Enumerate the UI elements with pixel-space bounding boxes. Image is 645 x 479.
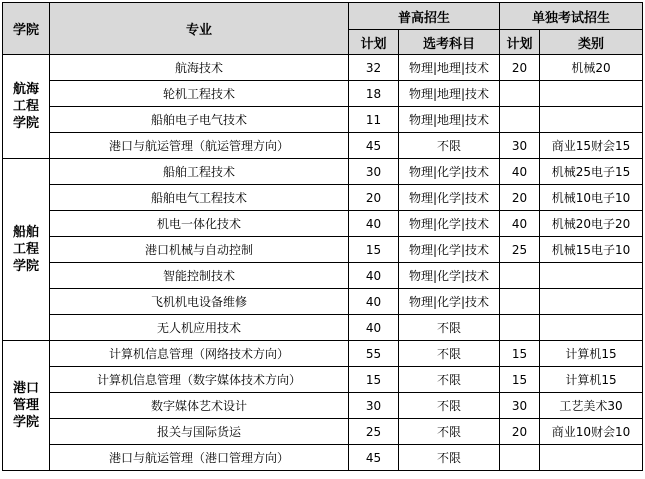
subjects-cell: 物理|化学|技术 <box>399 237 500 263</box>
general-plan-cell: 30 <box>349 159 399 185</box>
college-column-header: 学院 <box>3 3 50 55</box>
category-cell: 商业15财会15 <box>540 133 643 159</box>
general-plan-cell: 40 <box>349 289 399 315</box>
separate-plan-cell: 20 <box>500 185 540 211</box>
separate-plan-cell <box>500 315 540 341</box>
subjects-cell: 不限 <box>399 445 500 471</box>
category-cell <box>540 81 643 107</box>
category-column-header: 类别 <box>540 30 643 55</box>
separate-plan-cell: 15 <box>500 341 540 367</box>
table-row <box>3 315 643 341</box>
general-plan-cell: 45 <box>349 445 399 471</box>
category-cell <box>540 445 643 471</box>
major-cell: 数字媒体艺术设计 <box>50 393 349 419</box>
separate-exam-group-header: 单独考试招生 <box>500 3 643 30</box>
college-name-line: 学院 <box>12 116 39 131</box>
subjects-cell: 物理|化学|技术 <box>399 185 500 211</box>
separate-plan-cell: 20 <box>500 55 540 81</box>
category-cell <box>540 107 643 133</box>
category-cell: 计算机15 <box>540 367 643 393</box>
college-name-line: 管理 <box>12 398 39 413</box>
subjects-column-header: 选考科目 <box>399 30 500 55</box>
separate-plan-cell <box>500 445 540 471</box>
table-row <box>3 133 643 159</box>
college-name-line: 船舶 <box>12 225 39 240</box>
enrollment-plan-table <box>2 2 643 471</box>
general-plan-cell: 40 <box>349 263 399 289</box>
category-cell: 工艺美术30 <box>540 393 643 419</box>
college-name-line: 港口 <box>12 381 39 396</box>
subjects-cell: 物理|化学|技术 <box>399 263 500 289</box>
major-cell: 船舶电气工程技术 <box>50 185 349 211</box>
general-plan-cell: 45 <box>349 133 399 159</box>
subjects-cell: 不限 <box>399 341 500 367</box>
separate-plan-cell: 30 <box>500 393 540 419</box>
separate-plan-cell <box>500 289 540 315</box>
major-cell: 航海技术 <box>50 55 349 81</box>
category-cell <box>540 289 643 315</box>
major-cell: 智能控制技术 <box>50 263 349 289</box>
separate-plan-column-header: 计划 <box>500 30 540 55</box>
subjects-cell: 物理|地理|技术 <box>399 81 500 107</box>
separate-plan-cell: 40 <box>500 159 540 185</box>
separate-plan-cell <box>500 81 540 107</box>
general-plan-cell: 40 <box>349 211 399 237</box>
table-row <box>3 55 643 81</box>
header-row-1 <box>3 3 643 30</box>
table-row <box>3 211 643 237</box>
table-row <box>3 393 643 419</box>
subjects-cell: 不限 <box>399 419 500 445</box>
major-cell: 计算机信息管理（数字媒体技术方向） <box>50 367 349 393</box>
category-cell: 机械20 <box>540 55 643 81</box>
subjects-cell: 不限 <box>399 393 500 419</box>
subjects-cell: 物理|化学|技术 <box>399 159 500 185</box>
table-body <box>3 55 643 471</box>
college-name-cell <box>3 159 50 341</box>
separate-plan-cell: 25 <box>500 237 540 263</box>
separate-plan-cell: 30 <box>500 133 540 159</box>
separate-plan-cell <box>500 107 540 133</box>
general-admission-group-header: 普高招生 <box>349 3 500 30</box>
general-plan-cell: 25 <box>349 419 399 445</box>
table-row <box>3 419 643 445</box>
category-cell: 机械20电子20 <box>540 211 643 237</box>
major-cell: 港口与航运管理（港口管理方向） <box>50 445 349 471</box>
table-row <box>3 159 643 185</box>
table-row <box>3 445 643 471</box>
major-cell: 无人机应用技术 <box>50 315 349 341</box>
category-cell: 机械15电子10 <box>540 237 643 263</box>
major-cell: 计算机信息管理（网络技术方向） <box>50 341 349 367</box>
general-plan-cell: 11 <box>349 107 399 133</box>
category-cell: 机械25电子15 <box>540 159 643 185</box>
table-row <box>3 341 643 367</box>
college-name-line: 工程 <box>12 242 39 257</box>
subjects-cell: 不限 <box>399 315 500 341</box>
subjects-cell: 物理|化学|技术 <box>399 211 500 237</box>
college-name-cell <box>3 55 50 159</box>
general-plan-cell: 32 <box>349 55 399 81</box>
separate-plan-cell: 20 <box>500 419 540 445</box>
subjects-cell: 不限 <box>399 133 500 159</box>
general-plan-cell: 15 <box>349 237 399 263</box>
category-cell <box>540 263 643 289</box>
subjects-cell: 物理|化学|技术 <box>399 289 500 315</box>
major-cell: 轮机工程技术 <box>50 81 349 107</box>
major-cell: 船舶电子电气技术 <box>50 107 349 133</box>
college-name-line: 工程 <box>12 99 39 114</box>
general-plan-cell: 15 <box>349 367 399 393</box>
college-name-line: 航海 <box>12 82 39 97</box>
college-name-line: 学院 <box>12 259 39 274</box>
table-row <box>3 237 643 263</box>
major-cell: 飞机机电设备维修 <box>50 289 349 315</box>
general-plan-cell: 30 <box>349 393 399 419</box>
table-row <box>3 185 643 211</box>
table-row <box>3 367 643 393</box>
major-cell: 船舶工程技术 <box>50 159 349 185</box>
subjects-cell: 不限 <box>399 367 500 393</box>
subjects-cell: 物理|地理|技术 <box>399 55 500 81</box>
general-plan-cell: 20 <box>349 185 399 211</box>
major-cell: 机电一体化技术 <box>50 211 349 237</box>
college-name-line: 学院 <box>12 415 39 430</box>
separate-plan-cell: 40 <box>500 211 540 237</box>
major-cell: 港口与航运管理（航运管理方向） <box>50 133 349 159</box>
major-column-header: 专业 <box>50 3 349 55</box>
separate-plan-cell <box>500 263 540 289</box>
major-cell: 港口机械与自动控制 <box>50 237 349 263</box>
category-cell: 计算机15 <box>540 341 643 367</box>
category-cell: 机械10电子10 <box>540 185 643 211</box>
general-plan-cell: 55 <box>349 341 399 367</box>
major-cell: 报关与国际货运 <box>50 419 349 445</box>
general-plan-cell: 40 <box>349 315 399 341</box>
college-name-cell <box>3 341 50 471</box>
category-cell <box>540 315 643 341</box>
general-plan-column-header: 计划 <box>349 30 399 55</box>
subjects-cell: 物理|地理|技术 <box>399 107 500 133</box>
separate-plan-cell: 15 <box>500 367 540 393</box>
table-row <box>3 81 643 107</box>
table-row <box>3 263 643 289</box>
general-plan-cell: 18 <box>349 81 399 107</box>
table-row <box>3 289 643 315</box>
category-cell: 商业10财会10 <box>540 419 643 445</box>
table-row <box>3 107 643 133</box>
